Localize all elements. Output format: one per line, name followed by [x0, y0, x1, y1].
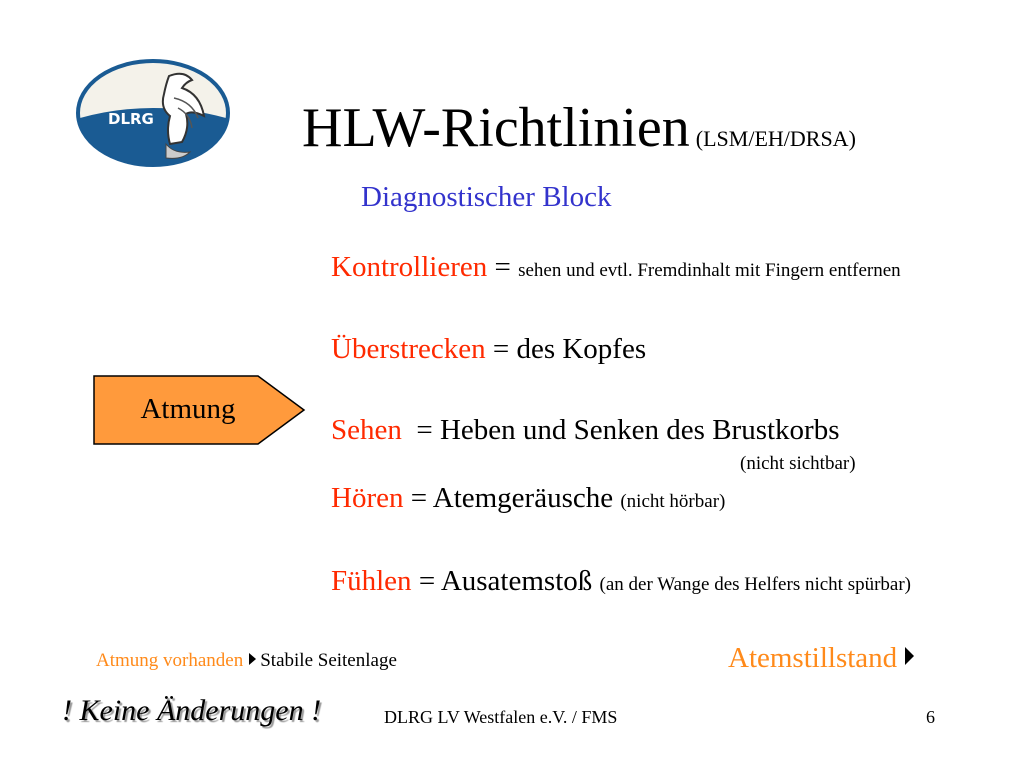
triangle-right-icon	[249, 653, 256, 665]
item-note: (nicht hörbar)	[620, 491, 726, 512]
item-desc: Ausatemstoß	[440, 565, 593, 597]
title-main: HLW-Richtlinien	[302, 97, 690, 159]
item-kontrollieren	[331, 251, 901, 284]
arrow-label: Atmung	[140, 393, 236, 425]
page-subtitle: Diagnostischer Block	[361, 181, 612, 213]
motto-text: ! Keine Änderungen !	[62, 694, 322, 727]
item-sep: =	[401, 414, 440, 446]
condition-text: Atemstillstand	[728, 642, 898, 674]
item-desc: Atemgeräusche	[432, 482, 614, 514]
item-term: Hören	[331, 482, 404, 514]
item-desc: Heben und Senken des Brustkorbs	[439, 414, 840, 446]
item-sep: =	[411, 565, 441, 597]
action-text: Stabile Seitenlage	[260, 650, 397, 671]
item-term: Fühlen	[331, 565, 412, 597]
footer-respiratory-arrest	[728, 642, 918, 675]
condition-text: Atmung vorhanden	[96, 650, 244, 671]
item-note: (nicht sichtbar)	[740, 453, 856, 474]
dlrg-logo	[74, 58, 232, 168]
item-sep: =	[487, 251, 519, 283]
item-desc: des Kopfes	[516, 333, 647, 365]
item-fuehlen	[331, 565, 911, 598]
dlrg-eagle-logo-icon	[74, 58, 232, 168]
triangle-right-icon	[905, 647, 914, 665]
page-number: 6	[926, 707, 935, 727]
item-sehen	[331, 414, 840, 447]
item-sep: =	[485, 333, 517, 365]
item-term: Überstrecken	[331, 333, 486, 365]
item-term: Kontrollieren	[331, 251, 488, 283]
item-note: (an der Wange des Helfers nicht spürbar)	[599, 574, 912, 595]
organization-text: DLRG LV Westfalen e.V. / FMS	[384, 707, 618, 727]
item-sep: =	[403, 482, 433, 514]
item-ueberstrecken	[331, 333, 646, 366]
item-desc: sehen und evtl. Fremdinhalt mit Fingern entfernen	[518, 260, 901, 281]
title-suffix: (LSM/EH/DRSA)	[695, 126, 856, 151]
logo-text: DLRG	[108, 110, 154, 128]
page-title	[302, 97, 856, 159]
footer-breathing-present	[96, 650, 397, 672]
item-hoeren	[331, 482, 725, 515]
item-term: Sehen	[331, 414, 402, 446]
